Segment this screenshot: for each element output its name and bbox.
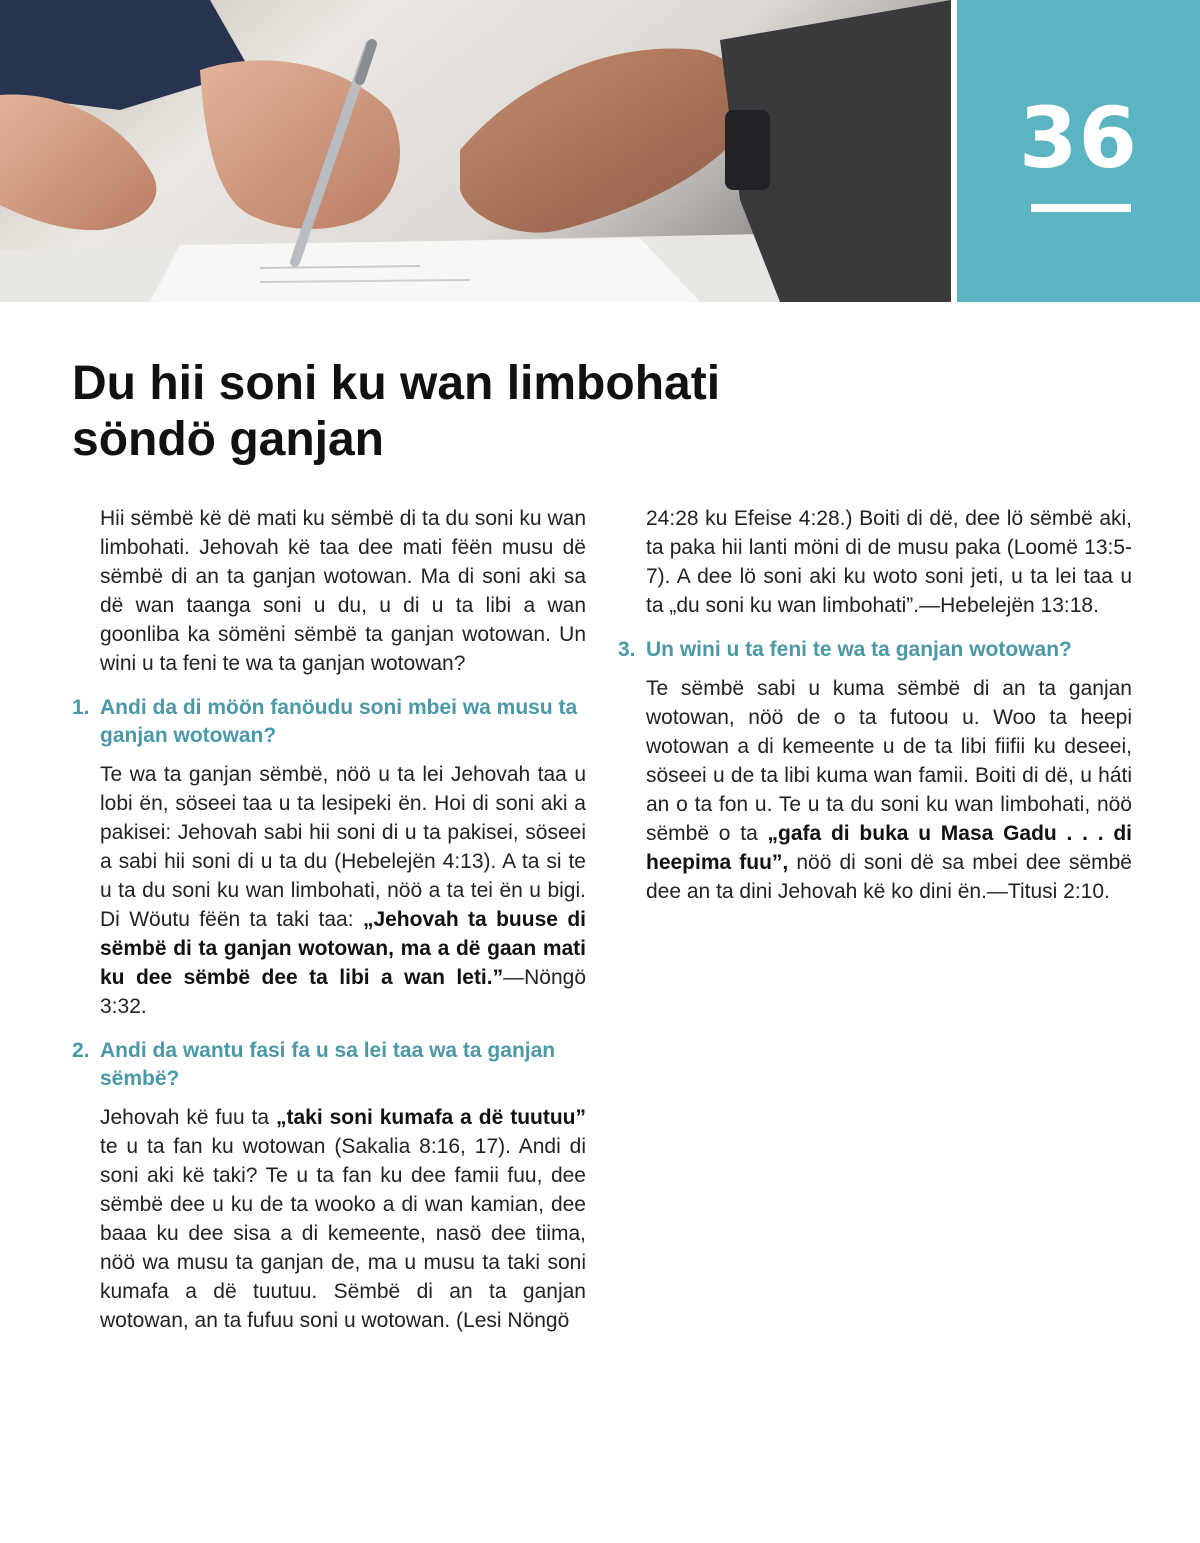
answer-2-scripture-quote: „taki soni kumafa a dë tuutuu” [276, 1106, 587, 1129]
answer-3-scripture-quote: „gafa di buka u Masa Gadu . . . di heepima fuu”, [646, 822, 1132, 874]
question-3 [618, 636, 1132, 664]
answer-1-reference: —Nöngö 3:32. [100, 966, 586, 1018]
answer-1-text: Te wa ta ganjan sëmbë, nöö u ta lei Jehovah taa u lobi ën, söseei taa u ta lesipeki ën. Hoi di soni aki a pakisei: Jehovah sabi hii soni di u ta pakisei, söseei a sabi hii soni di u ta du (Hebelejën 4:13). A ta si te u ta du soni ku wan limbohati, nöö a ta tei ën u bigi. Di Wöutu fëën ta taki taa: [100, 763, 586, 931]
question-1 [72, 694, 586, 750]
answer-2-paragraph [100, 1103, 586, 1335]
handshake-photo-illustration [0, 0, 951, 302]
intro-paragraph: Hii sëmbë kë dë mati ku sëmbë di ta du soni ku wan limbohati. Jehovah kë taa dee mati fëën musu dë sëmbë di an ta ganjan wotowan. Ma di soni aki sa dë wan taanga soni u du, u di u ta libi a wan goonliba ka sömëni sëmbë ta ganjan wotowan. Un wini u ta feni te wa ta ganjan wotowan? [100, 507, 586, 675]
badge-underline [1031, 204, 1131, 212]
answer-3-text: Te sëmbë sabi u kuma sëmbë di an ta ganjan wotowan, nöö de o ta futoou u. Woo ta heepi wotowan a di kemeente u de ta libi fiifii ku deseei, söseei u de ta libi kuma wan famii. Boiti di dë, u háti an o ta fon u. Te u ta du soni ku wan limbohati, nöö sëmbë o ta [646, 677, 1132, 845]
answer-1-scripture-quote: „Jehovah ta buuse di sëmbë di ta ganjan wotowan, ma a dë gaan mati ku dee sëmbë dee ta libi a wan leti.” [100, 908, 586, 989]
answer-2-continuation: 24:28 ku Efeise 4:28.) Boiti di dë, dee lö sëmbë aki, ta paka hii lanti möni di de musu paka (Loomë 13:5-7). A dee lö soni aki ku woto soni jeti, u ta lei taa u ta „du soni ku wan limbohati”.—Hebelejën 13:18. [646, 507, 1132, 617]
title-line-2: söndö ganjan [72, 413, 384, 466]
question-2-number: 2. [72, 1039, 90, 1062]
answer-3-reference: nöö di soni dë sa mbei dee sëmbë dee an ta dini Jehovah kë ko dini ën.—Titusi 2:10. [646, 851, 1132, 903]
lesson-number: 36 [1019, 89, 1138, 187]
hero-image [0, 0, 951, 302]
right-column [618, 504, 1132, 906]
question-1-number: 1. [72, 696, 90, 719]
answer-2-text: te u ta fan ku wotowan (Sakalia 8:16, 17). Andi di soni aki kë taki? Te u ta fan ku dee famii fuu, dee sëmbë dee u ku de ta wooko a di wan kamian, dee baaa ku dee sisa a di kemeente, nasö dee tiima, nöö wa musu ta ganjan de, ma u musu ta taki soni kumafa a dë tuutuu. Sëmbë di an ta ganjan wotowan, an ta fufuu soni u wotowan. (Lesi Nöngö [100, 1135, 586, 1332]
lesson-number-badge [957, 0, 1200, 302]
question-2-text: Andi da wantu fasi fa u sa lei taa wa ta ganjan sëmbë? [100, 1039, 556, 1090]
question-3-number: 3. [618, 638, 636, 661]
question-1-text: Andi da di möön fanöudu soni mbei wa musu ta ganjan wotowan? [100, 696, 578, 747]
answer-2-lead: Jehovah kë fuu ta [100, 1106, 276, 1129]
answer-1-paragraph [100, 760, 586, 1021]
page-title [72, 356, 932, 468]
left-column [72, 504, 587, 1335]
question-2 [72, 1037, 586, 1093]
question-3-text: Un wini u ta feni te wa ta ganjan wotowan? [646, 638, 1072, 661]
answer-3-paragraph [646, 674, 1132, 906]
title-line-1: Du hii soni ku wan limbohati [72, 357, 721, 410]
